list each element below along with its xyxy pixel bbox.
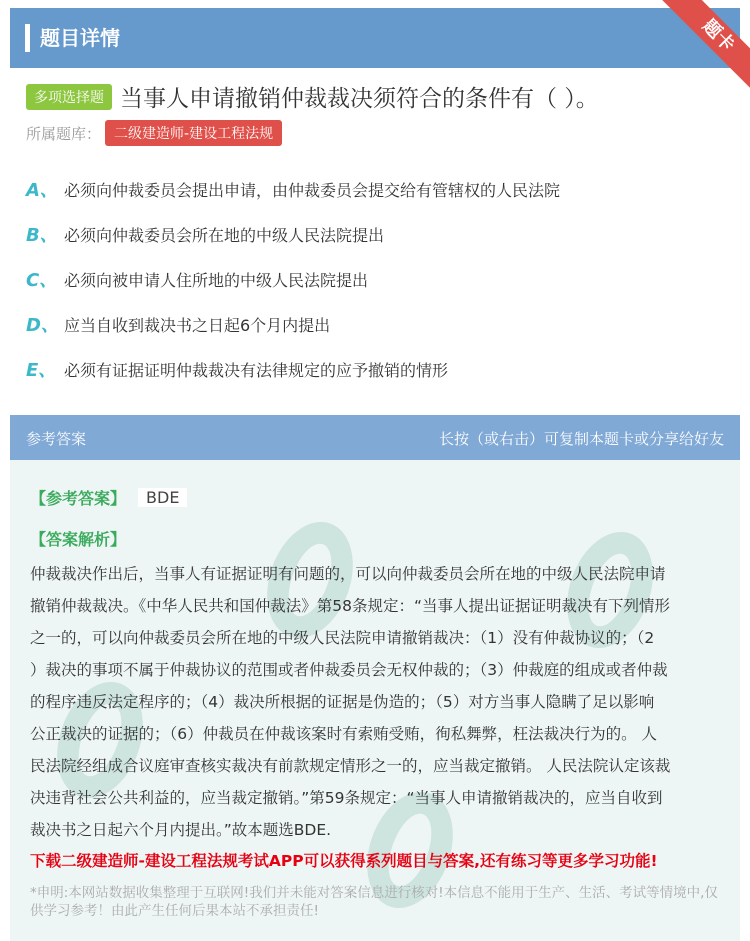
question-row (26, 80, 599, 113)
option-letter: E、 (26, 360, 57, 381)
analysis-line: 裁决书之日起六个月内提出。”故本题选BDE. (30, 821, 332, 839)
option-letter: A、 (26, 180, 58, 201)
option-text: 应当自收到裁决书之日起6个月内提出 (64, 315, 331, 335)
question-text: 当事人申请撤销仲裁裁决须符合的条件有（ ）。 (120, 86, 599, 112)
option-letter: C、 (26, 270, 58, 291)
analysis-line: 撤销仲裁裁决。《中华人民共和国仲裁法》第58条规定：“当事人提出证据证明裁决有下列情形 (30, 597, 671, 615)
option-text: 必须有证据证明仲裁裁决有法律规定的应予撤销的情形 (64, 360, 449, 380)
option-text: 必须向仲裁委员会所在地的中级人民法院提出 (64, 225, 385, 245)
answer-row (30, 486, 187, 509)
header-title: 题目详情 (40, 26, 120, 50)
analysis-line: 的程序违反法定程序的；（4）裁决所根据的证据是伪造的；（5）对方当事人隐瞒了足以影响 (30, 693, 655, 711)
library-badge[interactable]: 二级建造师-建设工程法规 (105, 120, 282, 146)
option-b[interactable] (26, 221, 384, 247)
option-a[interactable] (26, 176, 560, 202)
answer-header (10, 415, 740, 460)
answer-value: BDE (138, 488, 187, 507)
answer-label: 【参考答案】 (30, 489, 127, 508)
detail-header (10, 8, 740, 68)
disclaimer: *申明:本网站数据收集整理于互联网!我们并未能对答案信息进行核对!本信息不能用于生产、生活、考试等情境中,仅供学习参考！由此产生任何后果本站不承担责任! (30, 885, 718, 919)
analysis-line: 民法院经组成合议庭审查核实裁决有前款规定情形之一的，应当裁定撤销。 人民法院认定该裁 (30, 757, 671, 775)
option-text: 必须向被申请人住所地的中级人民法院提出 (64, 270, 369, 290)
option-letter: D、 (26, 315, 59, 336)
analysis-line: 决违背社会公共利益的，应当裁定撤销。”第59条规定：“当事人申请撤销裁决的，应当自收到 (30, 789, 663, 807)
option-e[interactable] (26, 356, 448, 382)
app-download-link[interactable]: 下载二级建造师-建设工程法规考试APP可以获得系列题目与答案,还有练习等更多学习功能! (30, 852, 658, 870)
analysis-line: 仲裁裁决作出后，当事人有证据证明有问题的，可以向仲裁委员会所在地的中级人民法院申请 (30, 565, 666, 583)
option-text: 必须向仲裁委员会提出申请，由仲裁委员会提交给有管辖权的人民法院 (64, 180, 561, 200)
option-letter: B、 (26, 225, 58, 246)
question-card-ribbon[interactable]: 题卡 (659, 0, 750, 95)
option-c[interactable] (26, 266, 368, 292)
header-accent-bar (25, 24, 30, 52)
analysis-label: 【答案解析】 (30, 530, 127, 549)
library-row (26, 120, 282, 146)
share-hint: 长按（或右击）可复制本题卡或分享给好友 (438, 430, 724, 448)
library-label: 所属题库： (26, 124, 102, 143)
option-d[interactable] (26, 311, 330, 337)
analysis-line: 公正裁决的证据的；（6）仲裁员在仲裁该案时有索贿受贿，徇私舞弊，枉法裁决行为的。 人 (30, 725, 658, 743)
question-type-badge: 多项选择题 (26, 84, 112, 110)
answer-section-title: 参考答案 (26, 430, 87, 448)
analysis-line: 之一的，可以向仲裁委员会所在地的中级人民法院申请撤销裁决：（1）没有仲裁协议的；（2 (30, 629, 655, 647)
analysis-line: ）裁决的事项不属于仲裁协议的范围或者仲裁委员会无权仲裁的；（3）仲裁庭的组成或者仲裁 (30, 661, 668, 679)
